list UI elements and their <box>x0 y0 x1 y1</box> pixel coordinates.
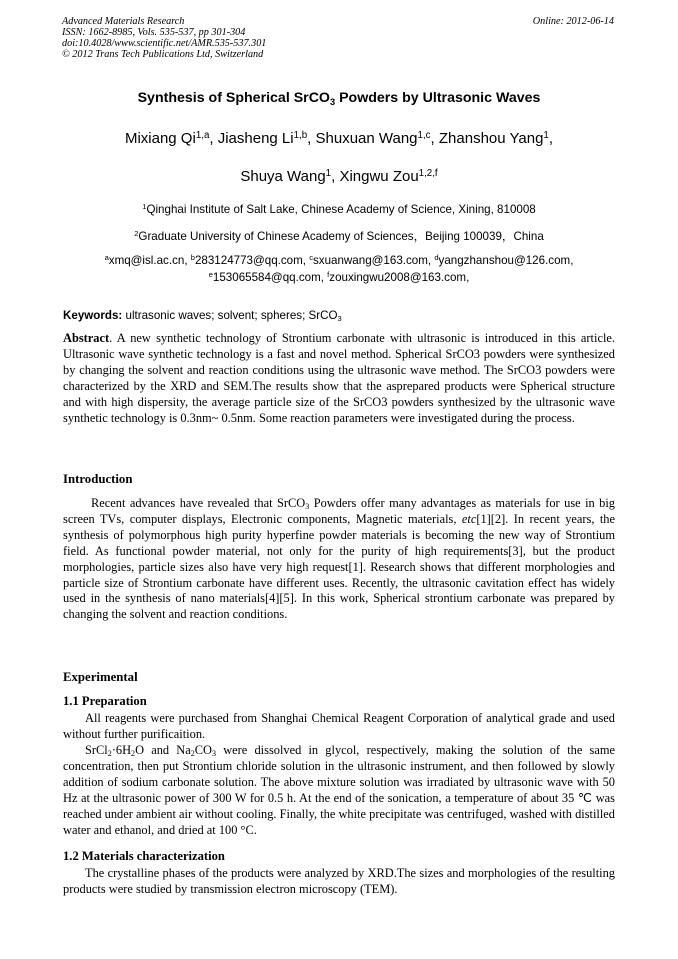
journal-name: Advanced Materials Research <box>62 16 185 27</box>
affiliation-text: Graduate University of Chinese Academy of Sciences，Beijing 100039，China <box>138 230 544 243</box>
abstract-text: . A new synthetic technology of Strontium carbonate with ultrasonic is introduced in this article. Ultrasonic wave synthetic technology is a fast and novel method. Spherical SrCO3 powders were synthesized by changing the solvent and reaction conditions using the ultrasonic wave method. The SrCO3 powders were characterized by the XRD and SEM.The results show that the asprepared products were Spherical structure and with high dispersity, the average particle size of the SrCO3 powders synthesized by the ultrasonic wave synthetic technology is 0.3nm~ 0.5nm. Some reaction parameters were investigated during the process. <box>63 331 615 425</box>
email-address: 283124773@qq.com, <box>194 254 310 267</box>
prep-sub: 3 <box>212 749 217 759</box>
abstract <box>63 331 615 426</box>
author-name: Jiasheng Li <box>217 130 294 147</box>
keywords-text: ultrasonic waves; solvent; spheres; SrCO <box>122 309 338 322</box>
characterization-heading: 1.2 Materials characterization <box>63 849 225 863</box>
intro-etc: etc <box>461 511 477 526</box>
paper-title <box>0 90 678 106</box>
author-sep: , <box>548 130 554 147</box>
affiliation-sup: 2 <box>134 228 139 238</box>
prep-text: were dissolved in glycol, respectively, making the solution of the same concentration, then put Strontium chloride solution in the ultrasonic instrument, and then followed by slowly addition of sodium carbonate solution. The above mixture solution was irradiated by ultrasonic wave with 50 Hz at the ultrasonic power of 300 W for 0.5 h. At the end of the sonication, a temperature of about 35 ℃ was reached under ambient air without cooling. Finally, the white precipitate was centrifuged, washed with distilled water and ethanol, and dried at 100 °C. <box>63 743 616 837</box>
doi-line: doi:10.4028/www.scientific.net/AMR.535-537.301 <box>62 38 267 49</box>
author-name: Shuxuan Wang <box>315 130 418 147</box>
prep-sub: 2 <box>131 749 136 759</box>
prep-sub: 2 <box>190 749 195 759</box>
experimental-heading: Experimental <box>63 670 138 684</box>
author-sup: 1,c <box>417 129 431 141</box>
affiliation-text: Qinghai Institute of Salt Lake, Chinese Academy of Science, Xining, 810008 <box>146 203 536 216</box>
preparation-paragraph-2 <box>63 743 615 838</box>
title-sub: 3 <box>329 96 336 107</box>
intro-text: Powders offer many advantages as materials for use in big screen TVs, computer displays, Electronic components, Magnetic materials, <box>63 496 616 526</box>
author-sup: 1 <box>325 167 332 179</box>
issn-line: ISSN: 1662-8985, Vols. 535-537, pp 301-304 <box>62 27 246 38</box>
prep-text: ·6H <box>111 743 132 757</box>
affiliation-sup: 1 <box>142 201 147 211</box>
email-sup: e <box>208 269 213 279</box>
preparation-heading: 1.1 Preparation <box>63 694 147 708</box>
author-line-1 <box>0 130 678 147</box>
prep-text: CO <box>194 743 212 757</box>
author-sep: , <box>430 130 439 147</box>
email-sup: f <box>327 269 330 279</box>
email-line-1 <box>0 254 678 267</box>
copyright-line: © 2012 Trans Tech Publications Ltd, Switzerland <box>62 49 264 60</box>
email-sup: a <box>104 252 109 262</box>
email-sup: d <box>434 252 439 262</box>
intro-text: Recent advances have revealed that SrCO <box>91 496 306 510</box>
journal-header <box>62 16 614 60</box>
intro-text: [1][2]. In recent years, the synthesis of polymorphous high purity hyperfine powder materials is becoming the new way of Strontium field. As functional powder material, not only for the purity of high requirements[3], but the product morphologies, particle sizes also have very high request[1]. Research shows that different morphologies and particle size of Strontium carbonate have different uses. Recently, the ultrasonic cavitation effect has widely used in the synthesis of nano materials[4][5]. In this work, Spherical strontium carbonate was prepared by changing the solvent and reaction conditions. <box>63 511 615 622</box>
keywords <box>63 309 615 322</box>
online-date: Online: 2012-06-14 <box>532 16 614 27</box>
email-address: xmq@isl.ac.cn, <box>108 254 191 267</box>
author-name: Zhanshou Yang <box>438 130 544 147</box>
author-line-2 <box>0 168 678 185</box>
author-sep: , <box>331 168 340 185</box>
author <box>218 130 316 147</box>
author <box>316 130 439 147</box>
author <box>339 168 437 185</box>
prep-sub: 2 <box>107 749 112 759</box>
email-line-2 <box>0 271 678 284</box>
email-address: zouxingwu2008@163.com, <box>329 271 470 284</box>
author <box>125 130 218 147</box>
author-sep: , <box>209 130 218 147</box>
author-sup: 1 <box>543 129 549 141</box>
keywords-label: Keywords: <box>63 309 123 322</box>
intro-sub: 3 <box>305 502 310 512</box>
email-address: yangzhanshou@126.com, <box>438 254 574 267</box>
preparation-paragraph-1: All reagents were purchased from Shanghai Chemical Reagent Corporation of analytical grade and used without further purificaition. <box>63 711 615 741</box>
affiliation-2 <box>0 228 678 244</box>
author-name: Shuya Wang <box>240 168 326 185</box>
prep-text: SrCl <box>85 743 108 757</box>
author-sup: 1,a <box>195 129 210 141</box>
author-name: Xingwu Zou <box>339 168 419 185</box>
affiliation-1 <box>0 203 678 216</box>
characterization-paragraph: The crystalline phases of the products were analyzed by XRD.The sizes and morphologies of the resulting products were studied by transmission electron microscopy (TEM). <box>63 866 615 896</box>
title-pre: Synthesis of Spherical SrCO <box>137 90 330 106</box>
introduction-heading: Introduction <box>63 472 133 486</box>
author-sup: 1,2,f <box>418 167 438 179</box>
email-sup: b <box>190 252 195 262</box>
email-sup: c <box>309 252 313 262</box>
keywords-sub: 3 <box>337 314 342 324</box>
title-post: Powders by Ultrasonic Waves <box>335 90 541 106</box>
author <box>240 168 339 185</box>
author-name: Mixiang Qi <box>124 130 196 147</box>
author <box>439 130 553 147</box>
email-address: sxuanwang@163.com, <box>313 254 435 267</box>
author-sup: 1,b <box>293 129 308 141</box>
author-sep: , <box>307 130 316 147</box>
email-address: 153065584@qq.com, <box>212 271 328 284</box>
abstract-label: Abstract <box>63 331 110 345</box>
introduction-paragraph <box>63 496 615 623</box>
prep-text: O and Na <box>135 743 191 757</box>
